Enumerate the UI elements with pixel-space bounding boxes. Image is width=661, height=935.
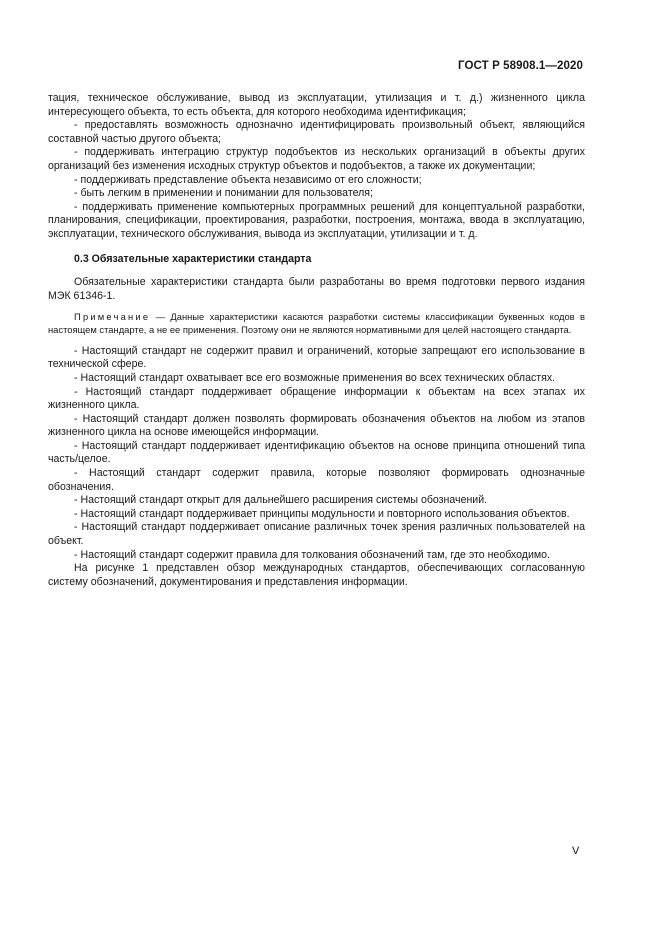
characteristics-list — [48, 345, 585, 563]
list-item: - поддерживать представление объекта независимо от его сложности; — [74, 173, 422, 186]
document-number: ГОСТ Р 58908.1—2020 — [458, 60, 583, 72]
note-label: Примечание — [74, 311, 151, 323]
paragraph: тация, техническое обслуживание, вывод из эксплуатации, утилизация и т. д.) жизненного цикла интересующего объекта, то есть объекта, для которого необходима идентификация; — [48, 92, 585, 118]
list-item: - быть легким в применении и понимании для пользователя; — [74, 187, 373, 200]
list-item: - Настоящий стандарт охватывает все его возможные применения во всех технических областях. — [74, 371, 556, 384]
list-item: - Настоящий стандарт поддерживает принципы модульности и повторного использования объектов. — [74, 507, 570, 520]
list-item: - Настоящий стандарт открыт для дальнейшего расширения системы обозначений. — [74, 494, 488, 507]
list-item: - предоставлять возможность однозначно идентифицировать произвольный объект, являющийся составной частью другого объекта; — [48, 119, 585, 145]
paragraphs-before — [48, 92, 585, 242]
list-item: - Настоящий стандарт поддерживает идентификацию объектов на основе принципа отношений типа часть/целое. — [48, 439, 585, 466]
page-number: V — [572, 845, 580, 857]
list-item: - Настоящий стандарт поддерживает описание различных точек зрения различных пользователей на объект. — [48, 521, 585, 548]
list-item: - Настоящий стандарт не содержит правил и ограничений, которые запрещают его использование в технической сфере. — [48, 344, 585, 371]
section-heading: 0.3 Обязательные характеристики стандарта — [74, 252, 312, 265]
section-intro: Обязательные характеристики стандарта были разработаны во время подготовки первого издания МЭК 61346-1. — [48, 276, 585, 302]
list-item: - Настоящий стандарт содержит правила, которые позволяют формировать однозначные обозначения. — [48, 467, 585, 493]
closing-paragraph: На рисунке 1 представлен обзор международных стандартов, обеспечивающих согласованную систему обозначений, документирования и представления информации. — [48, 562, 585, 588]
note-text: — Данные характеристики касаются разработки системы классификации буквенных кодов в настоящем стандарте, а не ее применения. Поэтому они не являются нормативными для целей настоящего стандарта. — [48, 311, 585, 335]
list-item: - поддерживать применение компьютерных программных решений для концептуальной разработки, планирования, спецификации, проектирования, разработки, построения, монтажа, ввода в эксплуатацию, эксплуатации, технического обслуживания, вывода из эксплуатации, утилизации и т. д. — [48, 200, 585, 240]
note — [48, 311, 585, 335]
list-item: - Настоящий стандарт поддерживает обращение информации к объектам на всех этапах их жизненного цикла. — [48, 385, 585, 412]
list-item: - Настоящий стандарт содержит правила для толкования обозначений там, где это необходимо. — [74, 548, 550, 561]
list-item: - Настоящий стандарт должен позволять формировать обозначения объектов на любом из этапов жизненного цикла на основе имеющейся информации. — [48, 412, 585, 439]
list-item: - поддерживать интеграцию структур подобъектов из нескольких организаций в объекты других организаций без изменения исходных структур объектов и подобъектов, а также их документации; — [48, 146, 585, 172]
page-body — [48, 92, 585, 589]
